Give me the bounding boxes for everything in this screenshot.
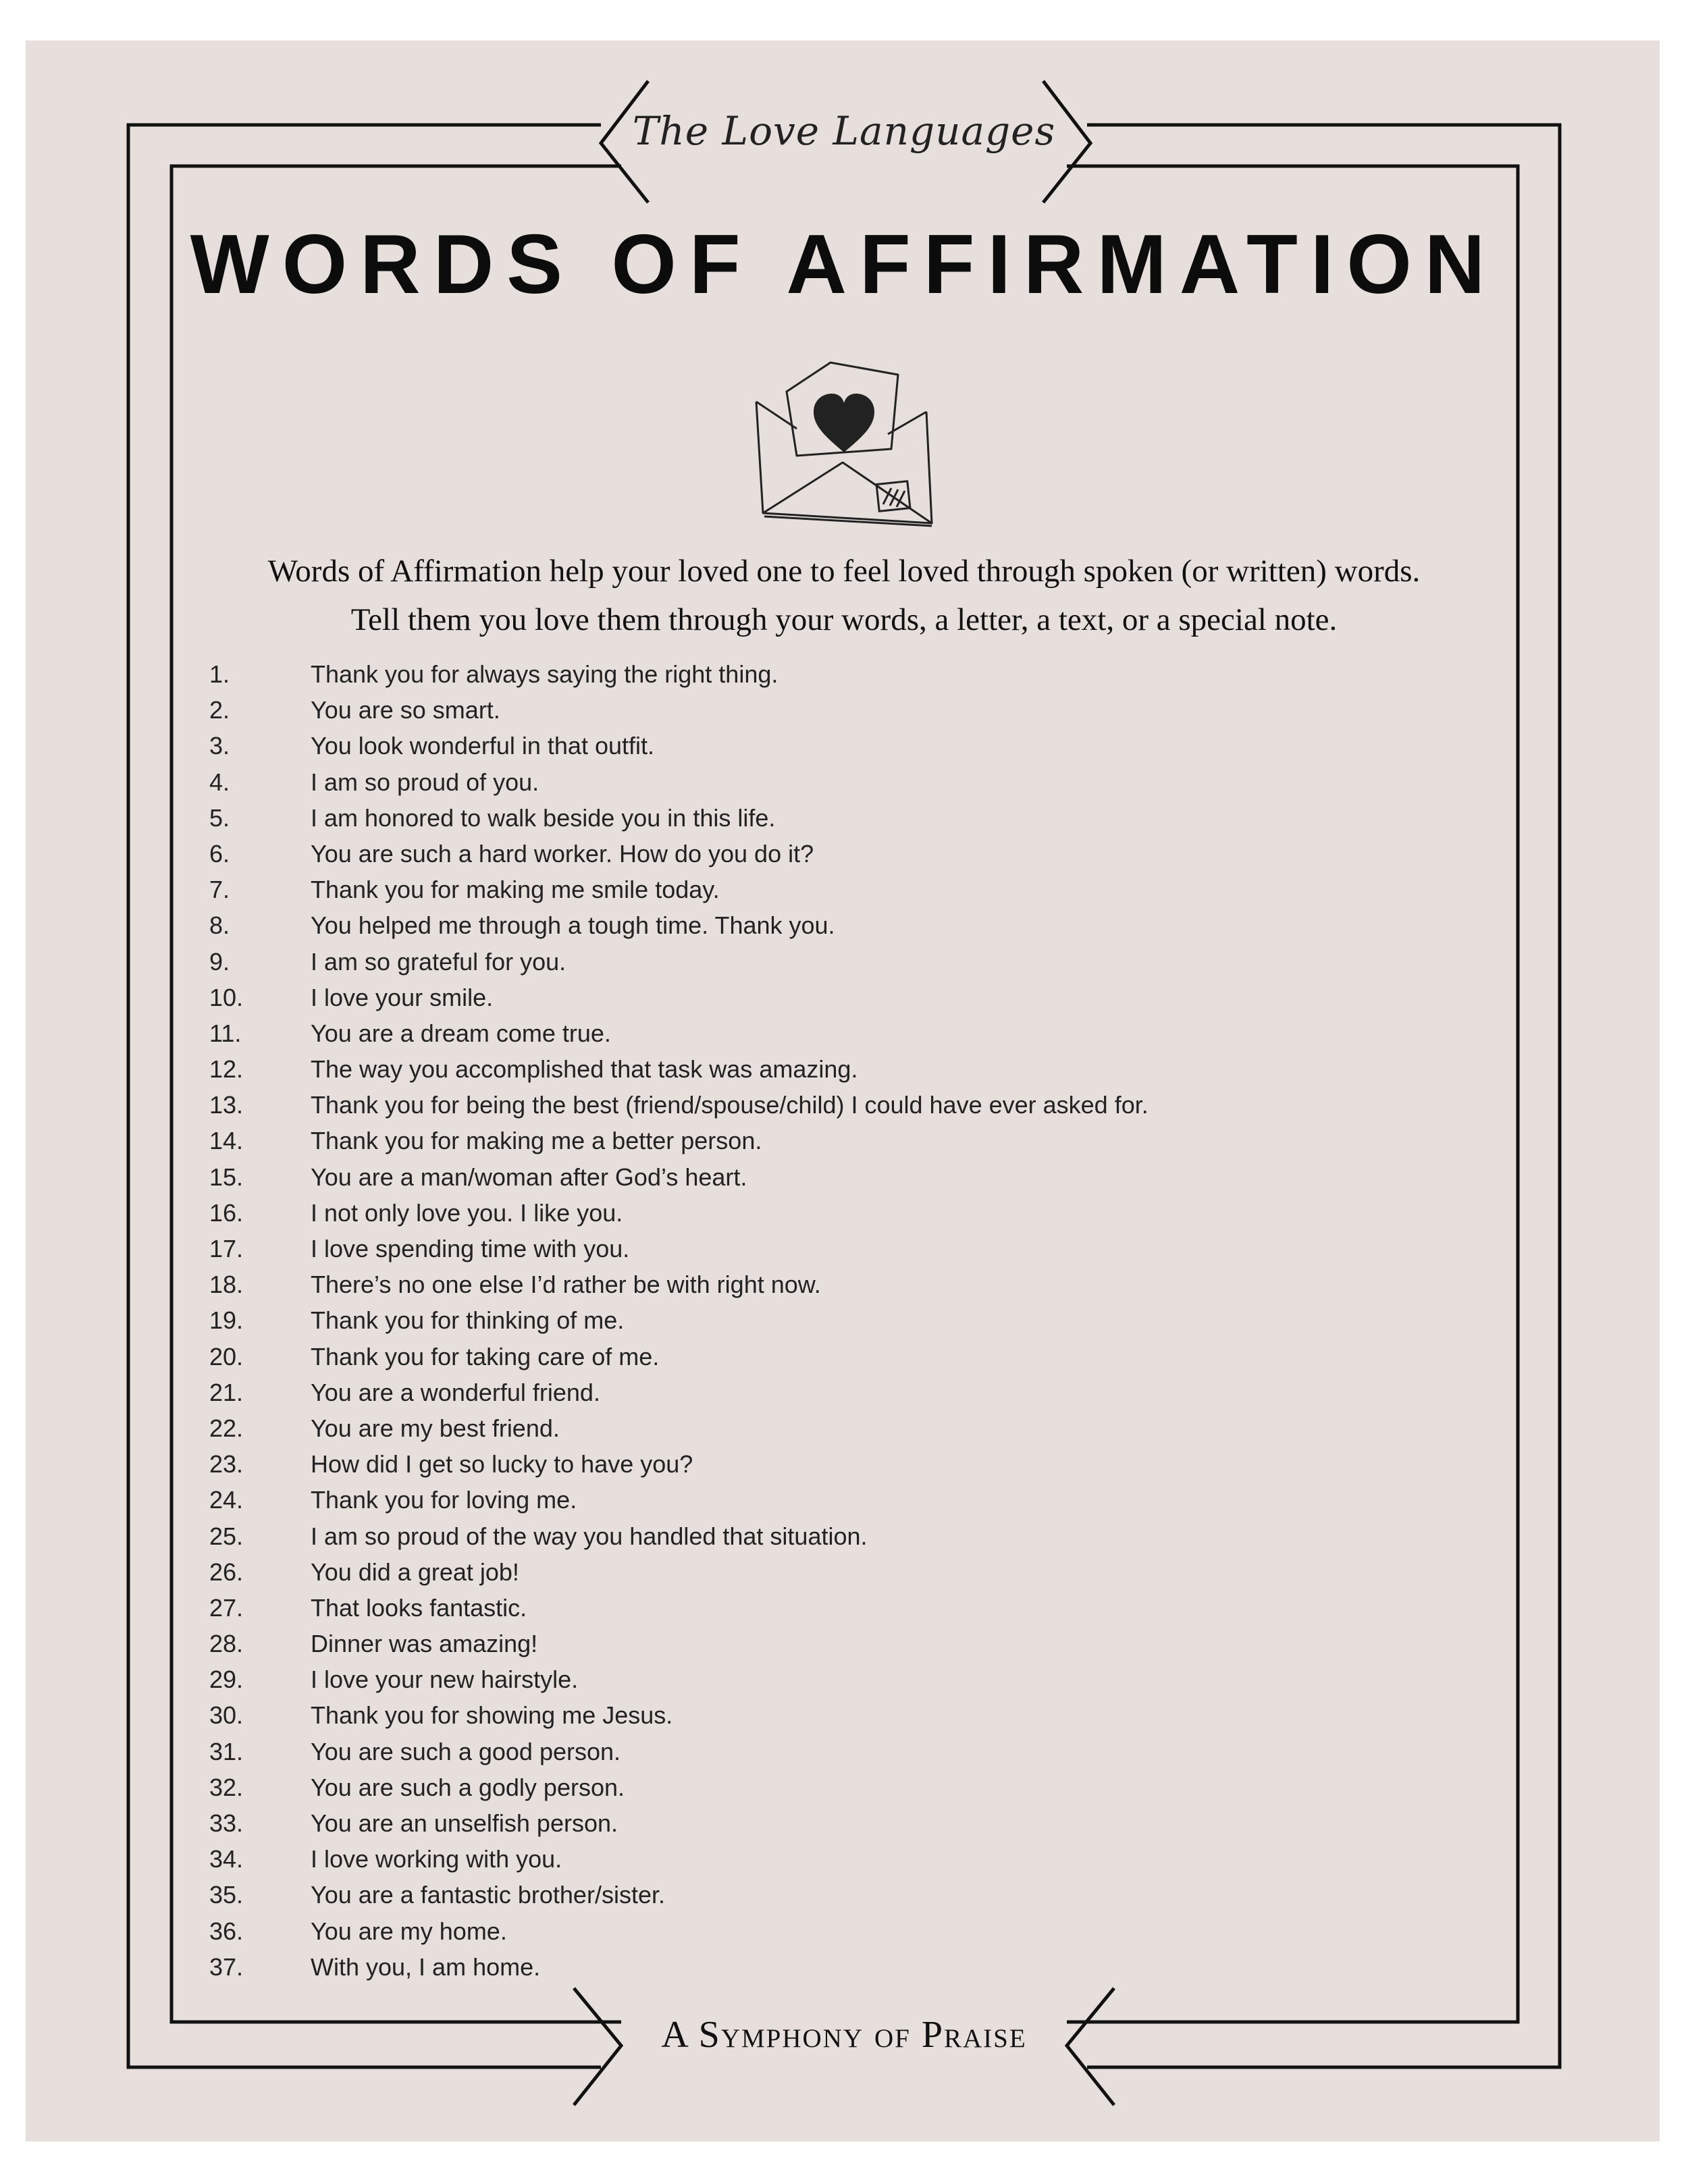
list-item <box>203 1087 1452 1123</box>
list-item-number: 17. <box>209 1235 244 1262</box>
list-item-number: 30. <box>209 1701 244 1730</box>
list-item <box>203 692 1452 728</box>
list-item <box>203 944 1452 980</box>
list-item-text: You helped me through a tough time. Thank you. <box>311 911 835 940</box>
list-item-text: With you, I am home. <box>311 1952 541 1981</box>
list-item-number: 10. <box>209 983 244 1011</box>
list-item-text: You look wonderful in that outfit. <box>311 732 655 760</box>
list-item-text: Thank you for showing me Jesus. <box>311 1701 673 1730</box>
list-item <box>203 1554 1452 1590</box>
list-item-number: 3. <box>209 732 230 760</box>
list-item-text: I love spending time with you. <box>311 1235 630 1262</box>
list-item-number: 24. <box>209 1486 244 1514</box>
list-item-text: You are an unselfish person. <box>311 1809 618 1837</box>
list-item-text: You are a fantastic brother/sister. <box>311 1881 665 1909</box>
intro-line-2: Tell them you love them through your words, a letter, a text, or a special note. <box>350 602 1338 637</box>
list-item <box>203 1231 1452 1267</box>
list-item-number: 26. <box>209 1557 244 1586</box>
list-item <box>203 1769 1452 1805</box>
list-item-text: I am so proud of the way you handled that situation. <box>311 1522 868 1550</box>
list-item-number: 2. <box>209 696 230 724</box>
list-item-number: 7. <box>209 876 230 904</box>
list-item-text: Thank you for being the best (friend/spouse/child) I could have ever asked for. <box>311 1091 1149 1119</box>
list-item <box>203 656 1452 692</box>
list-item <box>203 764 1452 800</box>
intro-line-1: Words of Affirmation help your loved one to feel loved through spoken (or written) words. <box>267 554 1421 589</box>
list-item <box>203 1267 1452 1302</box>
list-item-text: Thank you for thinking of me. <box>311 1306 625 1335</box>
list-item-text: You are so smart. <box>311 696 500 724</box>
list-item-number: 11. <box>209 1019 242 1047</box>
list-item-number: 13. <box>209 1091 244 1119</box>
list-item-number: 23. <box>209 1450 244 1479</box>
list-item <box>203 980 1452 1015</box>
list-item-text: I love your new hairstyle. <box>311 1666 579 1694</box>
list-item <box>203 728 1452 764</box>
list-item <box>203 1015 1452 1051</box>
page-title: WORDS OF AFFIRMATION <box>190 218 1498 311</box>
list-item-text: I love your smile. <box>311 983 494 1011</box>
list-item-text: I am so proud of you. <box>311 768 539 796</box>
list-item <box>203 1697 1452 1733</box>
list-item <box>203 1949 1452 1985</box>
list-item-number: 15. <box>209 1163 244 1191</box>
list-item-text: Dinner was amazing! <box>311 1630 538 1658</box>
list-item-number: 18. <box>209 1271 244 1299</box>
list-item-text: You did a great job! <box>311 1557 519 1586</box>
list-item-number: 12. <box>209 1055 244 1084</box>
list-item <box>203 1734 1452 1769</box>
list-item <box>203 907 1452 943</box>
list-item-text: Thank you for taking care of me. <box>311 1342 660 1370</box>
list-item-number: 36. <box>209 1917 244 1945</box>
list-item <box>203 1159 1452 1195</box>
list-item <box>203 1913 1452 1949</box>
list-item-number: 34. <box>209 1845 244 1873</box>
list-item <box>203 1661 1452 1697</box>
list-item <box>203 1123 1452 1158</box>
script-title: The Love Languages <box>632 108 1056 154</box>
list-item <box>203 1410 1452 1446</box>
list-item-text: You are a dream come true. <box>311 1019 611 1047</box>
list-item-number: 32. <box>209 1773 244 1801</box>
list-item <box>203 1590 1452 1626</box>
list-item <box>203 1877 1452 1913</box>
list-item <box>203 1375 1452 1410</box>
list-item-number: 6. <box>209 839 230 868</box>
list-item-number: 31. <box>209 1737 244 1765</box>
list-item-text: You are such a godly person. <box>311 1773 625 1801</box>
list-item-number: 9. <box>209 947 230 976</box>
list-item <box>203 800 1452 836</box>
list-item <box>203 1051 1452 1087</box>
list-item-number: 25. <box>209 1522 244 1550</box>
list-item <box>203 1805 1452 1841</box>
list-item-text: I love working with you. <box>311 1845 562 1873</box>
list-item <box>203 1482 1452 1518</box>
list-item <box>203 1302 1452 1338</box>
list-item-text: How did I get so lucky to have you? <box>311 1450 693 1479</box>
list-item-number: 22. <box>209 1414 244 1442</box>
list-item-text: That looks fantastic. <box>311 1593 527 1622</box>
list-item-number: 28. <box>209 1630 244 1658</box>
list-item-number: 16. <box>209 1198 244 1227</box>
list-item <box>203 1841 1452 1877</box>
list-item-text: I am honored to walk beside you in this life. <box>311 803 776 832</box>
list-item-number: 20. <box>209 1342 244 1370</box>
list-item <box>203 1626 1452 1661</box>
list-item-number: 29. <box>209 1666 244 1694</box>
list-item-number: 33. <box>209 1809 244 1837</box>
list-item-text: I not only love you. I like you. <box>311 1198 623 1227</box>
list-item <box>203 1195 1452 1231</box>
list-item-text: Thank you for making me smile today. <box>311 876 720 904</box>
list-item-number: 37. <box>209 1952 244 1981</box>
list-item-text: You are such a hard worker. How do you do it? <box>311 839 814 868</box>
list-item-number: 8. <box>209 911 230 940</box>
list-item-text: Thank you for loving me. <box>311 1486 577 1514</box>
list-item-text: Thank you for making me a better person. <box>311 1127 762 1155</box>
list-item-number: 19. <box>209 1306 244 1335</box>
list-item-number: 14. <box>209 1127 244 1155</box>
list-item-text: I am so grateful for you. <box>311 947 566 976</box>
list-item-text: You are my best friend. <box>311 1414 560 1442</box>
list-item-text: The way you accomplished that task was amazing. <box>311 1055 858 1084</box>
list-item-text: You are such a good person. <box>311 1737 621 1765</box>
affirmation-list <box>203 656 1452 1985</box>
list-item <box>203 1339 1452 1375</box>
intro-text <box>169 547 1519 644</box>
heart-shape <box>814 394 874 452</box>
list-item-text: Thank you for always saying the right thing. <box>311 660 779 688</box>
list-item-number: 21. <box>209 1378 244 1406</box>
list-item-text: There’s no one else I’d rather be with right now. <box>311 1271 821 1299</box>
envelope-heart-icon <box>749 354 939 537</box>
footer-brand: A Symphony of Praise <box>661 2014 1027 2056</box>
list-item <box>203 836 1452 872</box>
list-item <box>203 872 1452 907</box>
list-item-text: You are a man/woman after God’s heart. <box>311 1163 747 1191</box>
list-item-text: You are a wonderful friend. <box>311 1378 600 1406</box>
list-item-number: 35. <box>209 1881 244 1909</box>
list-item-text: You are my home. <box>311 1917 507 1945</box>
list-item <box>203 1518 1452 1554</box>
list-item <box>203 1446 1452 1482</box>
list-item-number: 1. <box>209 660 230 688</box>
list-item-number: 5. <box>209 803 230 832</box>
list-item-number: 4. <box>209 768 230 796</box>
list-item-number: 27. <box>209 1593 244 1622</box>
